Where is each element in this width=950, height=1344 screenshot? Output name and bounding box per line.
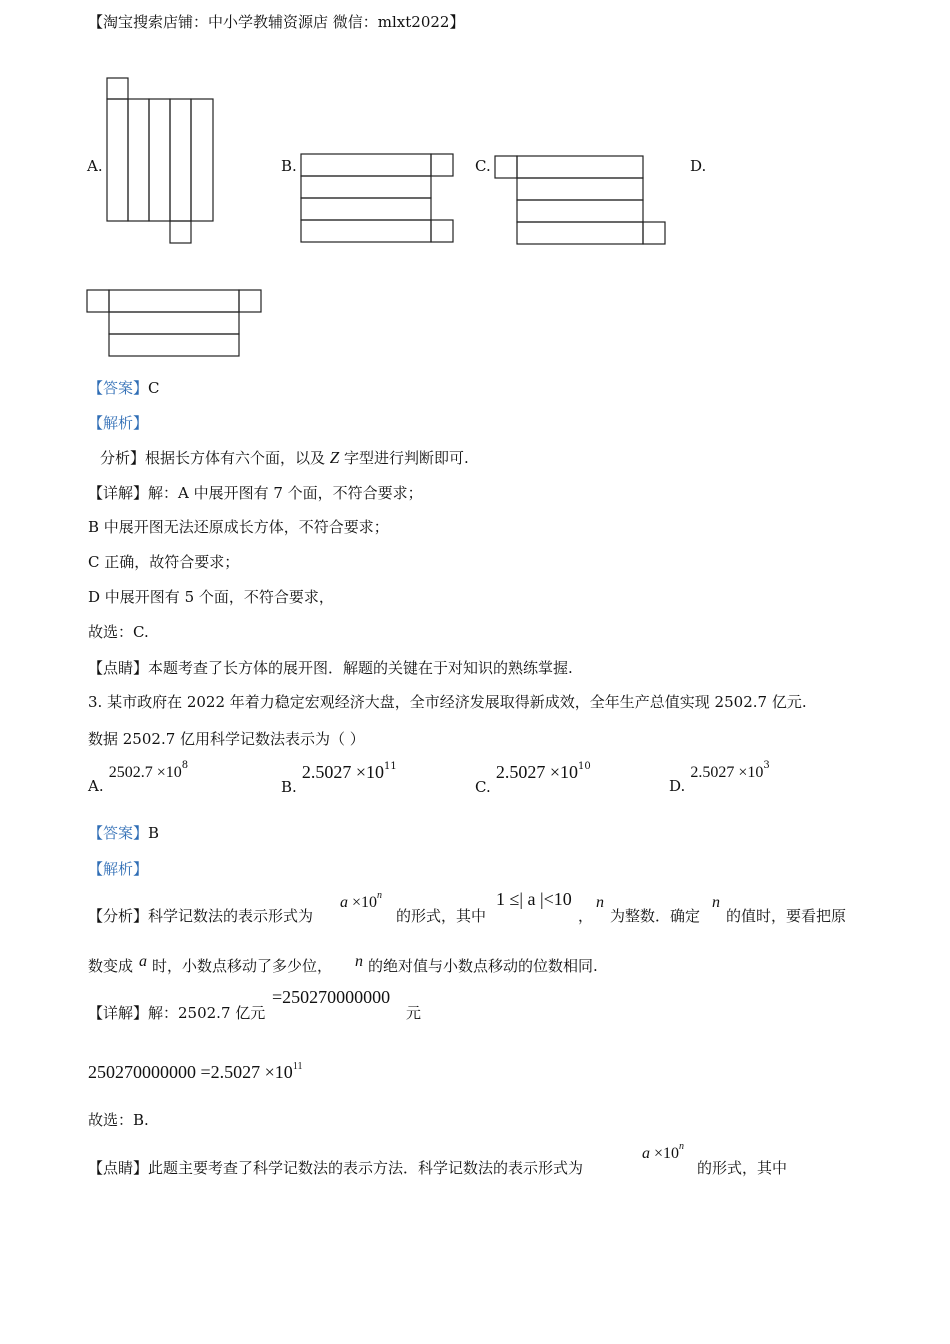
math-times-ten: ×10 xyxy=(650,1145,680,1162)
q3-fenxi-line1: 【分析】科学记数法的表示形式为 xyxy=(88,907,314,925)
math-exp-n: n xyxy=(377,890,383,901)
answer-label: 【答案】 xyxy=(88,824,149,842)
q3-fenxi2-a: a xyxy=(139,953,147,970)
answer-value: B xyxy=(148,824,160,842)
q3-detail-text: 【详解】解：2502.7 亿元 xyxy=(88,1004,266,1022)
q3-fenxi-text2: 的形式，其中 xyxy=(396,907,487,925)
option-exp: 8 xyxy=(181,760,189,771)
q3-conclusion: 故选：B. xyxy=(88,1111,149,1129)
q2-detail-line1: 【详解】解：A 中展开图有 7 个面，不符合要求； xyxy=(88,484,423,502)
q3-fenxi2-text3: 的绝对值与小数点移动的位数相同. xyxy=(368,957,598,975)
option-base: 2.5027 ×10 xyxy=(495,762,578,782)
q2-answer xyxy=(88,378,160,398)
q3-fenxi2-n: n xyxy=(355,953,363,970)
q2-analysis xyxy=(100,448,469,468)
math-exp-n: n xyxy=(679,1141,685,1152)
option-base: 2.5027 ×10 xyxy=(690,764,764,781)
option-a-label: A. xyxy=(87,157,103,175)
option-base: 2502.7 ×10 xyxy=(108,764,182,781)
q3-comment-text1: 【点睛】此题主要考查了科学记数法的表示方法．科学记数法的表示形式为 xyxy=(88,1159,584,1177)
q3-fenxi2-text1: 数变成 xyxy=(88,957,134,975)
analysis-z: Z xyxy=(329,448,340,467)
q3-fenxi-n1: n xyxy=(596,894,604,911)
q3-fenxi-text5: 的值时，要看把原 xyxy=(726,907,847,925)
q3-fenxi-math1 xyxy=(340,890,383,912)
q3-fenxi-text3: ， xyxy=(578,907,594,925)
option-b-label: B. xyxy=(281,157,297,175)
analysis-suffix: 字型进行判断即可. xyxy=(344,449,469,467)
math-a: a xyxy=(642,1145,650,1162)
analysis-prefix: 分析】根据长方体有六个面，以及 xyxy=(100,449,326,467)
q3-detail-unit: 元 xyxy=(406,1004,422,1022)
q2-conclusion: 故选：C. xyxy=(88,623,149,641)
option-label: A. xyxy=(88,777,104,795)
net-figure-b xyxy=(300,153,460,245)
math-times-ten: ×10 xyxy=(348,894,378,911)
option-c-label: C. xyxy=(475,157,491,175)
option-base: 2.5027 ×10 xyxy=(301,762,385,782)
q2-detail-line4: D 中展开图有 5 个面，不符合要求， xyxy=(88,588,334,606)
page-header: 【淘宝搜索店铺：中小学教辅资源店 微信：mlxt2022】 xyxy=(88,13,465,31)
q2-analysis-label: 【解析】 xyxy=(88,414,149,432)
answer-label: 【答案】 xyxy=(88,379,149,397)
q3-option-d xyxy=(669,760,770,795)
equation-base: 250270000000 =2.5027 ×10 xyxy=(88,1062,293,1082)
option-exp: 3 xyxy=(763,760,770,771)
q3-fenxi-math2: 1 ≤| a |<10 xyxy=(496,889,572,909)
option-exp: 10 xyxy=(577,761,591,772)
equation-exp: 11 xyxy=(292,1061,303,1072)
net-figure-d xyxy=(86,289,266,361)
option-label: C. xyxy=(475,778,491,796)
q3-comment-math xyxy=(642,1141,685,1163)
q3-option-c xyxy=(475,761,591,796)
q3-fenxi2-text2: 时，小数点移动了多少位， xyxy=(152,957,333,975)
math-a: a xyxy=(340,894,348,911)
option-exp: 11 xyxy=(384,761,397,772)
q3-fenxi-text4: 为整数．确定 xyxy=(610,907,701,925)
q3-comment-text2: 的形式，其中 xyxy=(697,1159,788,1177)
q3-option-a xyxy=(88,760,189,795)
q3-option-b xyxy=(281,761,397,796)
q2-detail-line3: C 正确，故符合要求； xyxy=(88,553,240,571)
q3-equation xyxy=(88,1062,302,1083)
q3-stem-line1: 3. 某市政府在 2022 年着力稳定宏观经济大盘，全市经济发展取得新成效，全年生产总值实现 2502.7 亿元. xyxy=(88,693,807,711)
q3-stem-line2: 数据 2502.7 亿用科学记数法表示为（ ） xyxy=(88,730,365,748)
answer-value: C xyxy=(148,379,160,397)
q3-detail-math: =250270000000 xyxy=(272,987,391,1007)
q3-analysis-label: 【解析】 xyxy=(88,860,149,878)
option-d-label: D. xyxy=(690,157,707,175)
q2-detail-line2: B 中展开图无法还原成长方体，不符合要求； xyxy=(88,518,389,536)
q3-answer xyxy=(88,823,159,843)
option-label: B. xyxy=(281,778,297,796)
option-label: D. xyxy=(669,777,686,795)
q3-fenxi-n2: n xyxy=(712,894,720,911)
net-figure-a xyxy=(106,78,216,246)
net-figure-c xyxy=(494,155,669,247)
q2-comment: 【点睛】本题考查了长方体的展开图．解题的关键在于对知识的熟练掌握. xyxy=(88,659,573,677)
